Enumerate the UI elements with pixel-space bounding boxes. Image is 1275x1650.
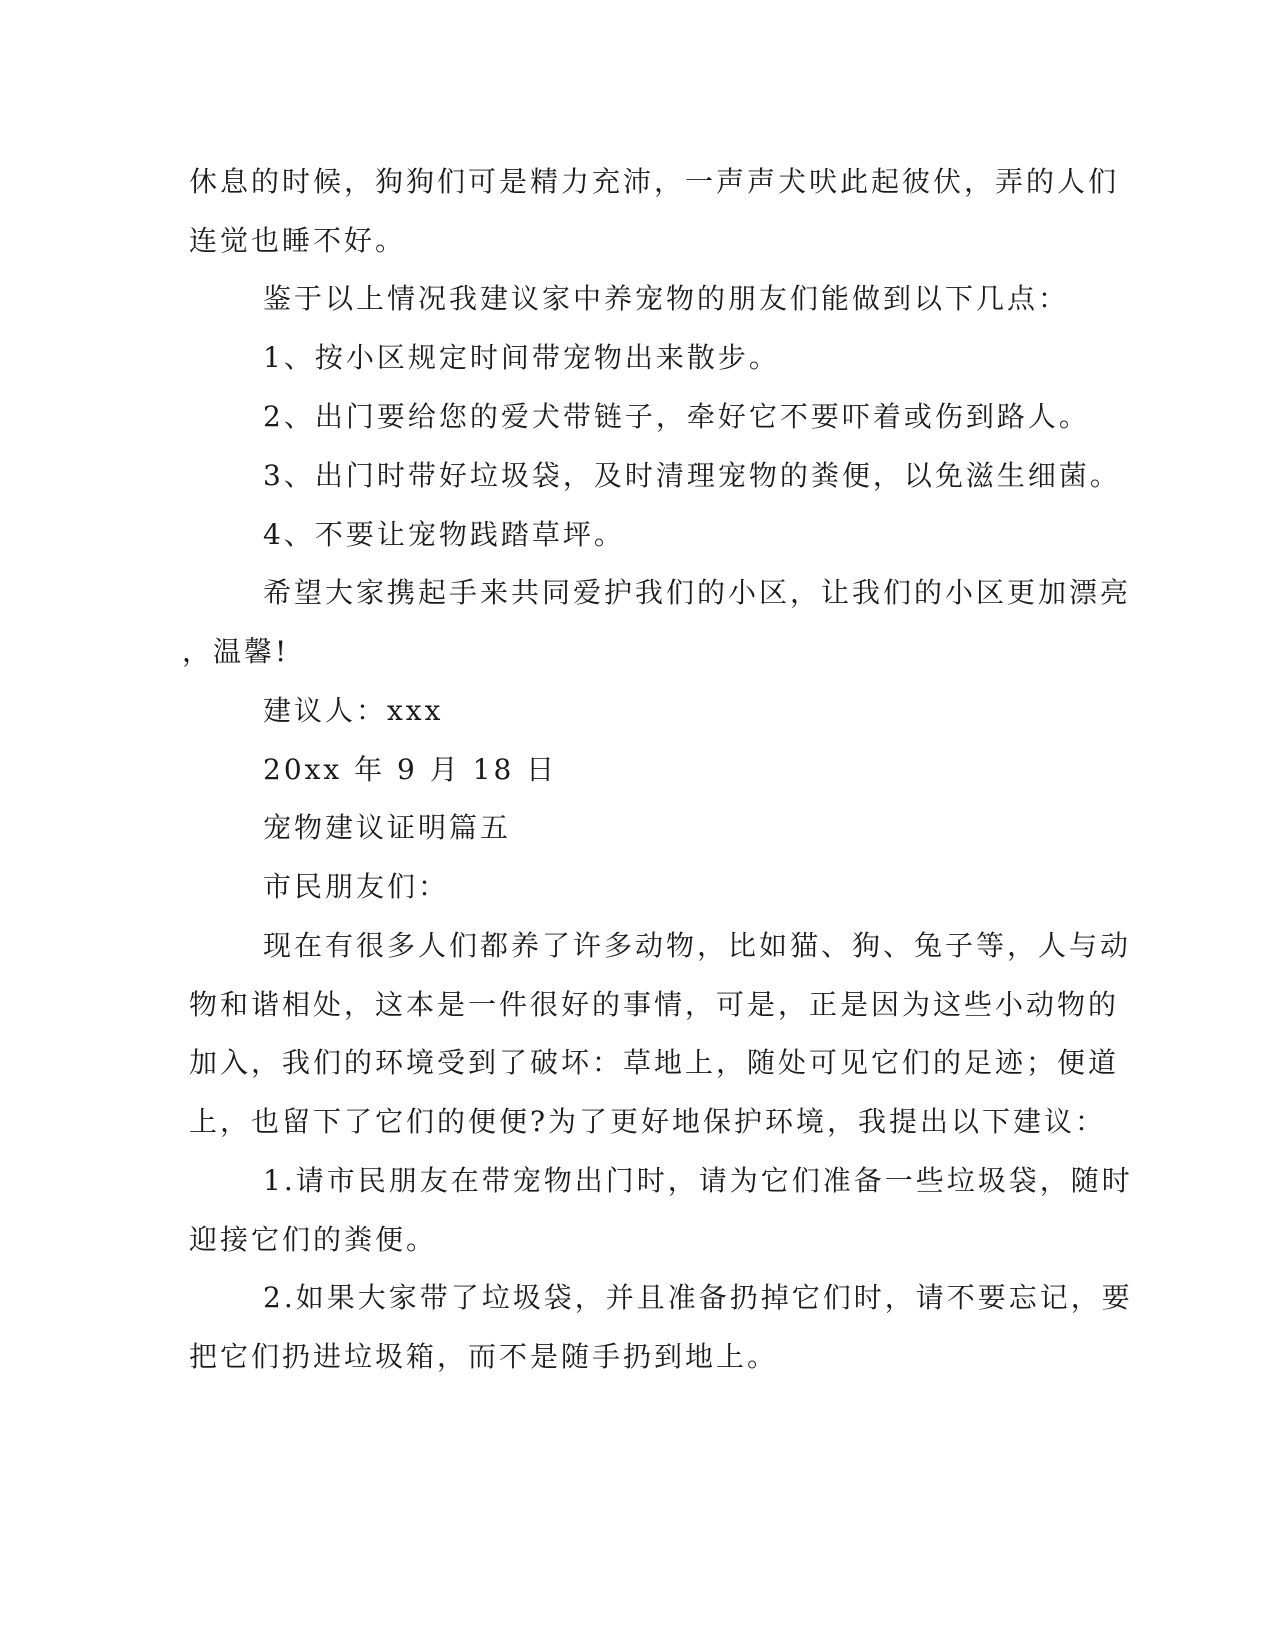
paragraph-line: 上，也留下了它们的便便?为了更好地保护环境，我提出以下建议： xyxy=(189,1105,1107,1138)
paragraph-line: 连觉也睡不好。 xyxy=(189,224,407,257)
paragraph-line: 迎接它们的粪便。 xyxy=(189,1223,438,1256)
paragraph-line: 鉴于以上情况我建议家中养宠物的朋友们能做到以下几点： xyxy=(263,282,1070,315)
paragraph-line: ，温馨! xyxy=(182,635,290,668)
paragraph-line: 休息的时候，狗狗们可是精力充沛，一声声犬吠此起彼伏，弄的人们 xyxy=(189,165,1120,198)
paragraph-line: 加入，我们的环境受到了破坏：草地上，随处可见它们的足迹；便道 xyxy=(189,1046,1120,1079)
paragraph-line: 物和谐相处，这本是一件很好的事情，可是，正是因为这些小动物的 xyxy=(189,988,1120,1021)
section-title: 宠物建议证明篇五 xyxy=(263,811,512,844)
list-item: 4、不要让宠物践踏草坪。 xyxy=(263,518,625,551)
paragraph-line: 把它们扔进垃圾箱，而不是随手扔到地上。 xyxy=(189,1340,779,1373)
list-item: 1、按小区规定时间带宠物出来散步。 xyxy=(263,341,780,374)
list-item: 1.请市民朋友在带宠物出门时，请为它们准备一些垃圾袋，随时 xyxy=(263,1164,1133,1197)
paragraph-line: 现在有很多人们都养了许多动物，比如猫、狗、兔子等，人与动 xyxy=(263,929,1132,962)
date-line: 20xx 年 9 月 18 日 xyxy=(263,753,558,786)
list-item: 2、出门要给您的爱犬带链子，牵好它不要吓着或伤到路人。 xyxy=(263,400,1090,433)
paragraph-line: 希望大家携起手来共同爱护我们的小区，让我们的小区更加漂亮 xyxy=(263,576,1132,609)
list-item: 3、出门时带好垃圾袋，及时清理宠物的粪便，以免滋生细菌。 xyxy=(263,459,1121,492)
salutation: 市民朋友们： xyxy=(263,870,450,903)
signer-line: 建议人：xxx xyxy=(263,694,444,727)
list-item: 2.如果大家带了垃圾袋，并且准备扔掉它们时，请不要忘记，要 xyxy=(263,1281,1133,1314)
